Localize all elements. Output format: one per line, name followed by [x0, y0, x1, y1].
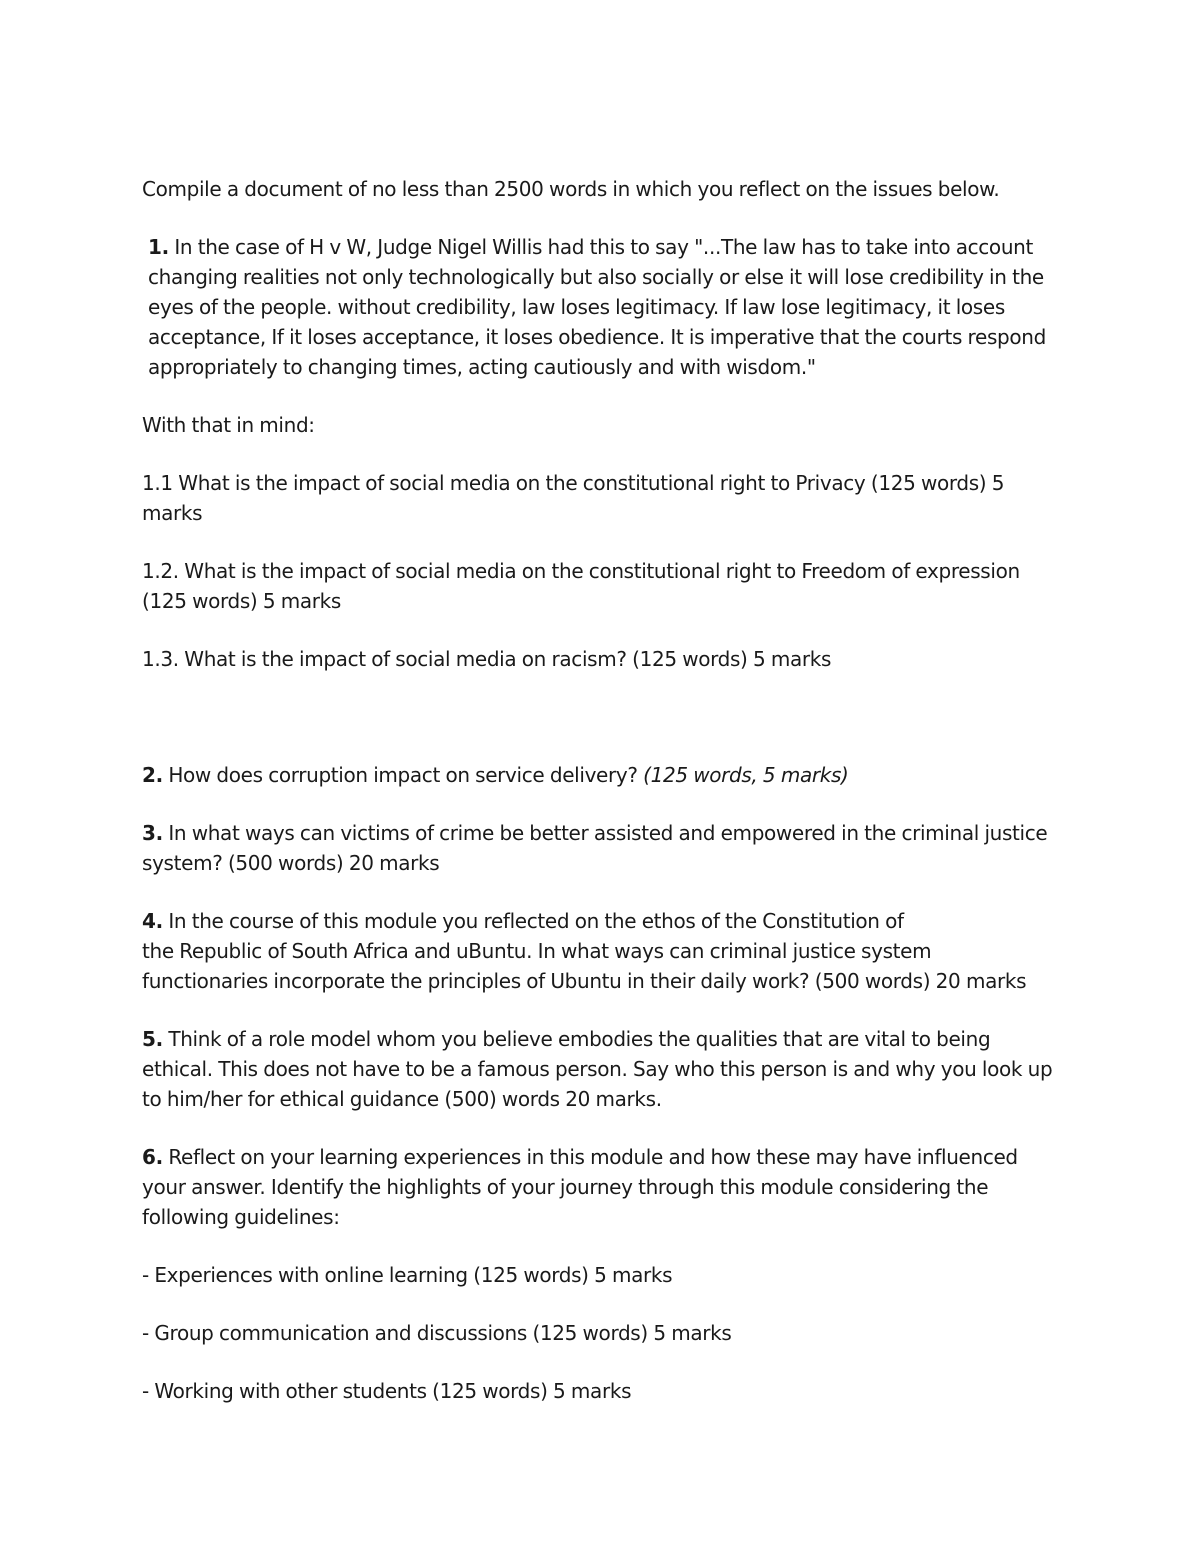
question-2-number: 2.: [142, 763, 163, 787]
question-1-number: 1.: [148, 235, 169, 259]
intro-paragraph: Compile a document of no less than 2500 words in which you reflect on the issues below.: [142, 177, 1000, 201]
bullet-online-learning: - Experiences with online learning (125 words) 5 marks: [142, 1263, 673, 1287]
question-6-number: 6.: [142, 1145, 163, 1169]
question-1-text: In the case of H v W, Judge Nigel Willis had this to say "...The law has to take into account changing realities not only technologically but also socially or else it will lose credibility in the eyes of the people. without credibility, law loses legitimacy. If law lose legitimacy, it loses acceptance, If it loses acceptance, it loses obedience. It is imperative that the courts respond appropriately to changing times, acting cautiously and with wisdom.": [148, 235, 1046, 379]
question-5-text: Think of a role model whom you believe embodies the qualities that are vital to being ethical. This does not have to be a famous person. Say who this person is and why you look up to him/her for ethical guidance (500) words 20 marks.: [142, 1027, 1053, 1111]
question-4-line-2: the Republic of South Africa and uBuntu. In what ways can criminal justice system functionaries incorporate the principles of Ubuntu in their daily work? (500 words) 20 marks: [142, 939, 1027, 993]
question-1-3: 1.3. What is the impact of social media on racism? (125 words) 5 marks: [142, 647, 832, 671]
question-1-2: 1.2. What is the impact of social media on the constitutional right to Freedom of expression (125 words) 5 marks: [142, 559, 1020, 613]
question-2-marks: (125 words, 5 marks): [643, 763, 849, 787]
question-2: [142, 760, 1062, 790]
question-1-1: 1.1 What is the impact of social media on the constitutional right to Privacy (125 words) 5 marks: [142, 471, 1005, 525]
bullet-working-with-students: - Working with other students (125 words) 5 marks: [142, 1379, 632, 1403]
question-6: [142, 1142, 1062, 1232]
document-page: [142, 174, 1062, 1406]
question-3-text: In what ways can victims of crime be better assisted and empowered in the criminal justice system? (500 words) 20 marks: [142, 821, 1048, 875]
with-that-in-mind: With that in mind:: [142, 413, 315, 437]
question-3-number: 3.: [142, 821, 163, 845]
question-4-line-1: In the course of this module you reflected on the ethos of the Constitution of: [162, 909, 904, 933]
question-4-number: 4.: [142, 909, 163, 933]
question-3: [142, 818, 1062, 878]
question-6-text: Reflect on your learning experiences in this module and how these may have influenced your answer. Identify the highlights of your journey through this module considering the following guidelines:: [142, 1145, 1018, 1229]
bullet-group-communication: - Group communication and discussions (125 words) 5 marks: [142, 1321, 732, 1345]
question-4: [142, 906, 1062, 996]
question-5: [142, 1024, 1062, 1114]
question-5-number: 5.: [142, 1027, 163, 1051]
question-2-text: How does corruption impact on service delivery?: [162, 763, 644, 787]
question-1: [142, 232, 1062, 382]
